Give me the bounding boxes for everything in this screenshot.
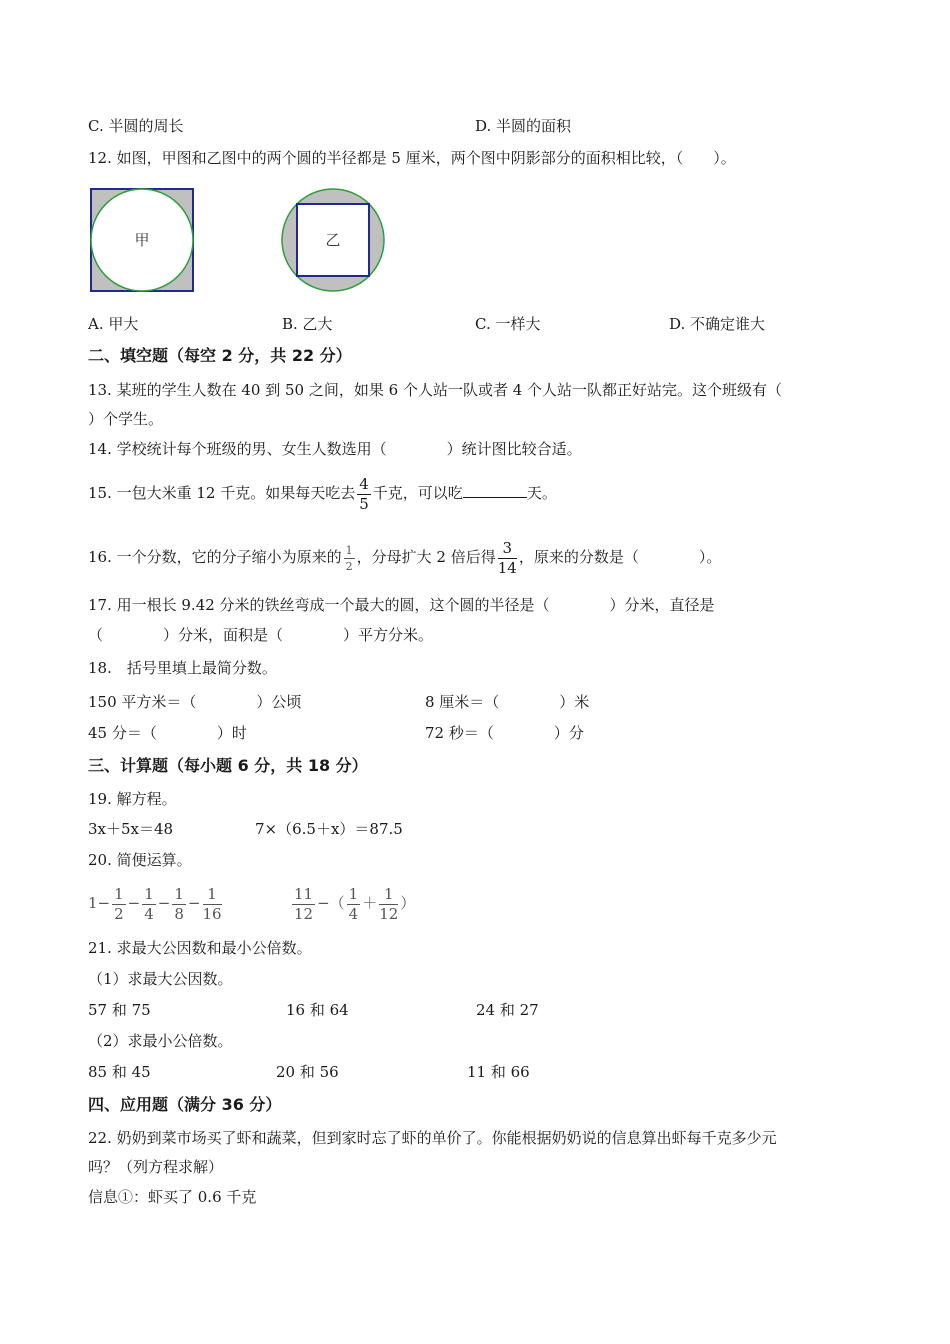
q21-pair-5: 20 和 56 [276, 1063, 339, 1081]
q20-e2-plus: ＋ [362, 894, 378, 912]
q16-post: ，原来的分数是（ ）。 [518, 548, 722, 566]
q22-line1: 22. 奶奶到菜市场买了虾和蔬菜，但到家时忘了虾的单价了。你能根据奶奶说的信息算出虾每千克多少元 [88, 1129, 777, 1147]
q11-option-c: C. 半圆的周长 [88, 117, 184, 135]
q21-pair-6: 11 和 66 [467, 1063, 530, 1081]
q16-f1-den: 2 [345, 559, 353, 573]
q15-fraction [357, 474, 371, 513]
q16-f2-den: 14 [497, 558, 517, 577]
q19-title: 19. 解方程。 [88, 790, 177, 808]
section-3-heading: 三、计算题（每小题 6 分，共 18 分） [88, 756, 368, 775]
q20-e2-frac-2: $\frac{1}{4}$ [348, 884, 359, 923]
q16-fraction-result [497, 538, 517, 577]
q16-pre: 16. 一个分数，它的分子缩小为原来的 [88, 548, 342, 566]
q12-option-a: A. 甲大 [88, 315, 139, 333]
q18-item-d: 72 秒＝（ ）分 [425, 724, 584, 742]
q16-f1-num: 1 [345, 543, 353, 557]
q14-question: 14. 学校统计每个班级的男、女生人数选用（ ）统计图比较合适。 [88, 440, 582, 458]
q20-e2-frac-3: $\frac{1}{12}$ [379, 884, 399, 923]
q15-answer-blank[interactable] [463, 483, 527, 498]
q21-pair-3: 24 和 27 [476, 1001, 539, 1019]
q16-f2-num: 3 [498, 541, 517, 559]
q20-e1-minus-3: − [157, 894, 171, 912]
q15-fraction-den: 5 [359, 494, 369, 513]
q18-item-c: 45 分＝（ ）时 [88, 724, 247, 742]
q12-option-d: D. 不确定谁大 [669, 315, 766, 333]
q18-item-b: 8 厘米＝（ ）米 [425, 693, 590, 711]
q15-pre: 15. 一包大米重 12 千克。如果每天吃去 [88, 484, 356, 502]
q15-question [88, 470, 557, 516]
section-2-heading: 二、填空题（每空 2 分，共 22 分） [88, 346, 352, 365]
q20-e1-lead: 1 [88, 894, 98, 912]
q20-expression-1 [88, 880, 224, 926]
q16-fraction-half [344, 545, 355, 572]
q12-question: 12. 如图，甲图和乙图中的两个圆的半径都是 5 厘米，两个图中阴影部分的面积相比较，（ ）。 [88, 149, 736, 167]
q20-title: 20. 简便运算。 [88, 851, 192, 869]
q22-info1: 信息①：虾买了 0.6 千克 [88, 1188, 257, 1206]
figure-yi [278, 187, 388, 297]
q15-post: 天。 [526, 484, 557, 502]
q22-line2: 吗？（列方程求解） [88, 1158, 224, 1176]
q20-e1-frac-4: $\frac{1}{16}$ [202, 884, 222, 923]
q13-line2: ）个学生。 [88, 410, 164, 428]
q20-e2-close: ） [400, 894, 416, 912]
q18-title: 18. 括号里填上最简分数。 [88, 659, 277, 677]
q20-e1-minus-4: − [187, 894, 201, 912]
q20-e1-minus-2: − [127, 894, 141, 912]
q13-line1: 13. 某班的学生人数在 40 到 50 之间，如果 6 个人站一队或者 4 个人站一队都正好站完。这个班级有（ [88, 381, 783, 399]
q20-expression-2 [290, 880, 415, 926]
q21-pair-4: 85 和 45 [88, 1063, 151, 1081]
q20-e2-frac-1: $\frac{11}{12}$ [294, 884, 314, 923]
q19-equation-2: 7×（6.5＋x）＝87.5 [255, 820, 403, 838]
q20-e1-frac-1: $\frac{1}{2}$ [114, 884, 124, 923]
q20-e2-open: −（ [317, 894, 345, 912]
q17-line2: （ ）分米，面积是（ ）平方分米。 [88, 626, 434, 644]
q21-sub2: （2）求最小公倍数。 [88, 1032, 233, 1050]
figure-jia-label: 甲 [134, 231, 150, 249]
q20-e1-minus-1: − [97, 894, 111, 912]
section-4-heading: 四、应用题（满分 36 分） [88, 1095, 282, 1114]
q19-equation-1: 3x＋5x＝48 [88, 820, 174, 838]
q20-e1-frac-3: $\frac{1}{8}$ [174, 884, 184, 923]
q15-mid: 千克，可以吃 [372, 484, 463, 502]
q12-option-b: B. 乙大 [282, 315, 333, 333]
q21-pair-1: 57 和 75 [88, 1001, 151, 1019]
q12-option-c: C. 一样大 [475, 315, 541, 333]
q15-fraction-num: 4 [359, 474, 369, 493]
q18-item-a: 150 平方米＝（ ）公顷 [88, 693, 302, 711]
q21-pair-2: 16 和 64 [286, 1001, 349, 1019]
q11-option-d: D. 半圆的面积 [475, 117, 572, 135]
figure-yi-label: 乙 [325, 231, 341, 249]
figure-jia [86, 184, 198, 296]
q20-e1-frac-2: $\frac{1}{4}$ [144, 884, 154, 923]
q21-sub1: （1）求最大公因数。 [88, 970, 233, 988]
q17-line1: 17. 用一根长 9.42 分米的铁丝弯成一个最大的圆，这个圆的半径是（ ）分米，直径是 [88, 596, 715, 614]
q16-question [88, 533, 721, 581]
q16-mid: ，分母扩大 2 倍后得 [356, 548, 496, 566]
q21-title: 21. 求最大公因数和最小公倍数。 [88, 939, 312, 957]
